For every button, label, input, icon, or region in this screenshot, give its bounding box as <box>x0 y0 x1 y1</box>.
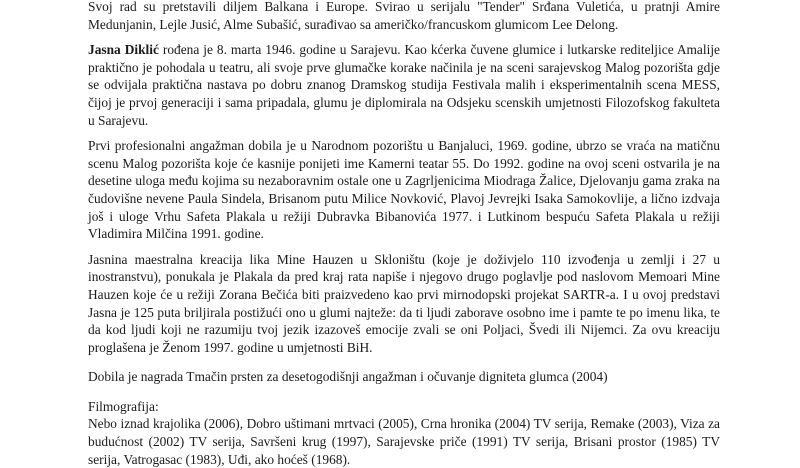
career-paragraph: Prvi profesionalni angažman dobila je u Narodnom pozorištu u Banjaluci, 1969. godine, ubrzo se vraća na matičnu scenu Malog pozorišta koje će kasnije ponijeti ime Kamerni teatar 55. Do 1992. godine na ovoj sceni ostvarila je na desetine uloga među kojima su nezaboravnim ostale one u Zagrljenicima Miodraga Žalice, Djelovanju gama zraka na čudovišne nevene Paula Sindela, Brisanom putu Milice Novković, Plavoj Jevrejki Isaka Samokovlije, a lično izdvaja još i uloge Vrhu Safeta Plakala u režiji Dubravka Bibanovića 1977. i Lutkinom bespuću Safeta Plakala u režiji Vladimira Milčina 1991. godine. <box>88 138 720 242</box>
biography-paragraph <box>88 41 720 129</box>
document-page <box>88 0 720 468</box>
biography-text: rođena je 8. marta 1946. godine u Sarajevu. Kao kćerka čuvene glumice i lutkarske rediteljice Amalije praktično je pohodala u teatru, ali svoje prve glumačke korake načinila je na sceni sarajevskog Malog pozorišta gdje se odvijala praktična nastava po dobru znanog Dramskog studija Festivala malih i eksperimentalnih scena MESS, čijoj je prvoj generaciji i sama pripadala, glumu je diplomirala na Odsjeku scenskih umjetnosti Filozofskog fakulteta u Sarajevu. <box>88 42 720 128</box>
intro-paragraph: Svoj rad su pretstavili diljem Balkana i Europe. Svirao u serijalu "Tender" Srđana Vuletića, u pratnji Amire Medunjanin, Lejle Jusić, Alme Subašić, surađivao sa američko/francuskom glumicom Lee Delong. <box>88 0 720 32</box>
award-paragraph: Dobila je nagrada Tmačin prsten za desetogodišnji angažman i očuvanje digniteta glumca (2004) <box>88 369 608 385</box>
filmography-heading: Filmografija: <box>88 398 159 414</box>
mine-hauzen-paragraph: Jasnina maestralna kreacija lika Mine Hauzen u Skloništu (koje je doživjelo 110 izvođenja u zemlji i 27 u inostranstvu), ponukala je Plakala da pred kraj rata napiše i njegovo drugo poglavlje pod naslovom Memoari Mine Hauzen koje će u režiji Zorana Bečića biti praizvedeno kao prvi mirnodopski projekat SARTR-a. I u ovoj predstavi Jasna je 125 puta briljirala postižući ono u glumi najteže: da ti ljudi zaborave osobno ime i pamte te po imenu lika, te da kod ljudi koji ne razumiju tvoj jezik izazoveš emocije zvali se oni Poljaci, Švedi ili Nijemci. Za ovu kreaciju proglašena je Ženom 1997. godine u umjetnosti BiH. <box>88 251 720 355</box>
filmography-list: Nebo iznad krajolika (2006), Dobro uštimani mrtvaci (2005), Crna hronika (2004) TV serija, Remake (2003), Viza za budućnost (2002) TV serija, Savršeni krug (1997), Sarajevske priče (1991) TV serija, Brisani prostor (1985) TV serija, Vatrogasac (1983), Uđi, ako hoćeš (1968). <box>88 416 720 467</box>
biography-name: Jasna Diklić <box>88 42 159 58</box>
